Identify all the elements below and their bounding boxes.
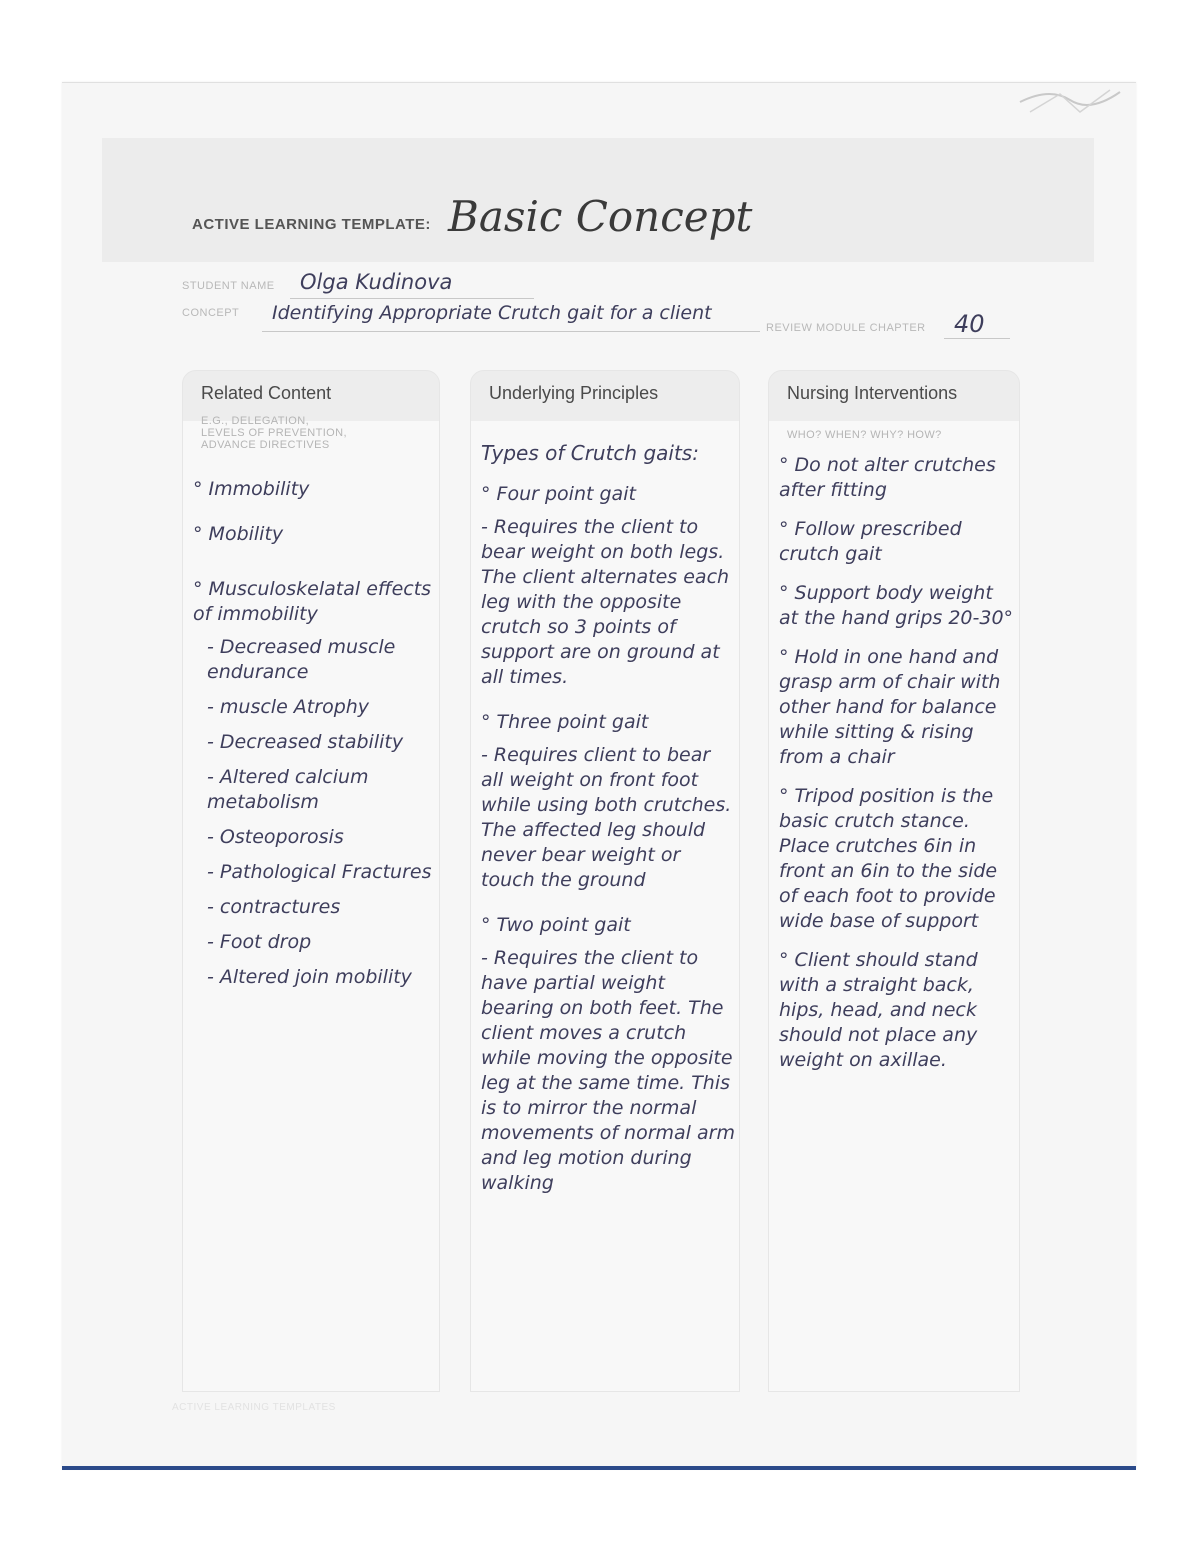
intervention-item: ° Support body weight at the hand grips 20-30° — [779, 582, 1014, 629]
underlying-principles-body — [481, 441, 735, 1216]
immobility-effects-list — [207, 635, 435, 990]
concept-value: Identifying Appropriate Crutch gait for a client — [272, 302, 712, 324]
gait-name: ° Three point gait — [481, 711, 649, 733]
template-title: Basic Concept — [448, 192, 753, 241]
list-item: - Decreased muscle endurance — [207, 636, 396, 683]
related-content-subheading: E.G., DELEGATION, LEVELS OF PREVENTION, ADVANCE DIRECTIVES — [201, 415, 347, 451]
gait-description: - Requires the client to have partial weight bearing on both feet. The client moves a crutch while moving the opposite leg at the same time. This is to mirror the normal movements of normal arm and leg motion during walking — [481, 947, 735, 1194]
list-item: - muscle Atrophy — [207, 696, 370, 718]
list-item: - Osteoporosis — [207, 826, 344, 848]
intervention-item: ° Tripod position is the basic crutch stance. Place crutches 6in in front an 6in to the side of each foot to provide wide base of support — [779, 785, 998, 932]
student-name-line — [290, 298, 534, 299]
page-bottom-edge — [62, 1466, 1136, 1470]
chapter-line — [944, 338, 1010, 339]
gait-name: ° Four point gait — [481, 483, 636, 505]
underlying-principles-heading: Underlying Principles — [489, 383, 659, 403]
intervention-item: ° Follow prescribed crutch gait — [779, 518, 962, 565]
related-content-column — [182, 370, 440, 1392]
chapter-value: 40 — [954, 310, 985, 338]
related-item: ° Mobility — [193, 523, 284, 545]
chapter-label: REVIEW MODULE CHAPTER — [766, 322, 926, 334]
list-item: - Altered calcium metabolism — [207, 766, 369, 813]
gait-description: - Requires the client to bear weight on both legs. The client alternates each leg with the opposite crutch so 3 points of support are on ground at all times. — [481, 516, 730, 688]
nursing-interventions-body — [779, 453, 1015, 1087]
nursing-interventions-heading: Nursing Interventions — [787, 383, 958, 403]
related-content-body — [193, 477, 435, 1000]
list-item: - Foot drop — [207, 931, 312, 953]
related-item: ° Immobility — [193, 478, 310, 500]
nursing-interventions-subheading: WHO? WHEN? WHY? HOW? — [787, 429, 942, 441]
gait-description: - Requires client to bear all weight on front foot while using both crutches. The affected leg should never bear weight or touch the ground — [481, 744, 732, 891]
intervention-item: ° Hold in one hand and grasp arm of chair with other hand for balance while sitting & rising from a chair — [779, 646, 1001, 768]
list-item: - Decreased stability — [207, 731, 404, 753]
concept-line — [262, 331, 760, 332]
list-item: - contractures — [207, 896, 341, 918]
student-name-value: Olga Kudinova — [300, 270, 453, 294]
list-item: - Altered join mobility — [207, 966, 412, 988]
student-name-label: STUDENT NAME — [182, 280, 275, 292]
related-content-heading: Related Content — [201, 383, 332, 403]
concept-label: CONCEPT — [182, 307, 240, 319]
footer-faint-text: ACTIVE LEARNING TEMPLATES — [172, 1402, 336, 1413]
template-label: ACTIVE LEARNING TEMPLATE: — [192, 216, 431, 233]
related-group-title: ° Musculoskelatal effects of immobility — [193, 578, 432, 625]
intervention-item: ° Client should stand with a straight back, hips, head, and neck should not place any weight on axillae. — [779, 949, 978, 1071]
gaits-intro: Types of Crutch gaits: — [481, 441, 699, 465]
underlying-principles-column — [470, 370, 740, 1392]
list-item: - Pathological Fractures — [207, 861, 432, 883]
gait-name: ° Two point gait — [481, 914, 631, 936]
nursing-interventions-column — [768, 370, 1020, 1392]
intervention-item: ° Do not alter crutches after fitting — [779, 454, 996, 501]
corner-scribble-mark — [1010, 82, 1130, 122]
